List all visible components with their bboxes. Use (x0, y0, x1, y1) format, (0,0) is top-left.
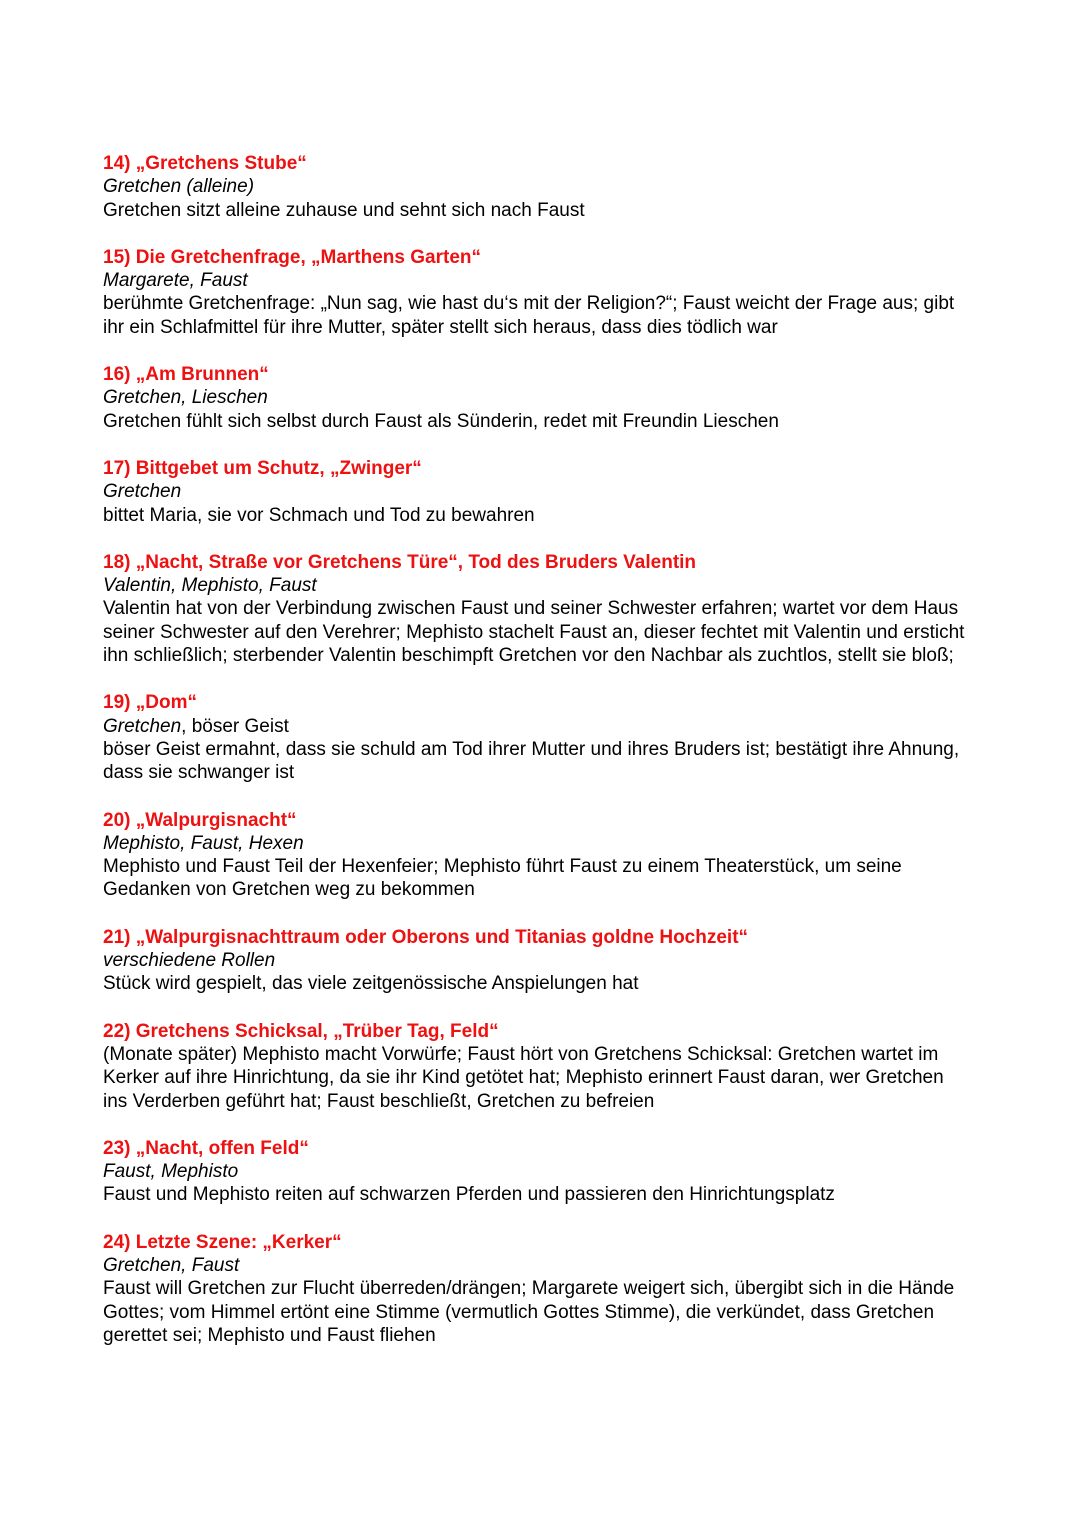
scene-description: (Monate später) Mephisto macht Vorwürfe; Faust hört von Gretchens Schicksal: Gretchen wartet im Kerker auf ihre Hinrichtung, da sie ihr Kind getötet hat; Mephisto erinnert Faust daran, wer Gretchen ins Verderben geführt hat; Faust beschließt, Gretchen zu befreien (103, 1043, 944, 1112)
roles-text: Gretchen (alleine) (103, 176, 255, 198)
scene-description: Mephisto und Faust Teil der Hexenfeier; Mephisto führt Faust zu einem Theaterstück, um seine Gedanken von Gretchen weg zu bekommen (103, 856, 902, 901)
scene-roles (103, 1160, 973, 1183)
scene-17 (103, 457, 973, 527)
scene-roles (103, 269, 973, 292)
roles-text: Margarete, Faust (103, 270, 248, 292)
scene-description: bittet Maria, sie vor Schmach und Tod zu bewahren (103, 504, 535, 526)
scene-roles (103, 386, 973, 409)
scene-description: Valentin hat von der Verbindung zwischen Faust und seiner Schwester erfahren; wartet vor dem Haus seiner Schwester auf den Verehrer; Mephisto stachelt Faust an, dieser fechtet mit Valentin und ersticht ihn schließlich; sterbender Valentin beschimpft Gretchen vor den Nachbar als zuchtlos, stellt sie bloß; (103, 598, 965, 667)
scene-title: 22) Gretchens Schicksal, „Trüber Tag, Feld“ (103, 1020, 499, 1042)
roles-text: Faust, Mephisto (103, 1161, 239, 1183)
scene-description: Faust will Gretchen zur Flucht überreden/drängen; Margarete weigert sich, übergibt sich in die Hände Gottes; vom Himmel ertönt eine Stimme (vermutlich Gottes Stimme), die verkündet, dass Gretchen gerettet sei; Mephisto und Faust fliehen (103, 1278, 955, 1346)
scene-description: Stück wird gespielt, das viele zeitgenössische Anspielungen hat (103, 973, 639, 995)
roles-text: Gretchen, Lieschen (103, 387, 268, 409)
scene-roles (103, 949, 973, 972)
roles-text: verschiedene Rollen (103, 950, 276, 972)
scene-description: Faust und Mephisto reiten auf schwarzen Pferden und passieren den Hinrichtungsplatz (103, 1184, 835, 1206)
scene-roles (103, 480, 973, 503)
scene-title: 23) „Nacht, offen Feld“ (103, 1137, 309, 1159)
scene-22 (103, 1020, 973, 1113)
scene-title: 20) „Walpurgisnacht“ (103, 809, 297, 831)
scene-23 (103, 1137, 973, 1207)
scene-title: 15) Die Gretchenfrage, „Marthens Garten“ (103, 246, 481, 268)
scene-title: 16) „Am Brunnen“ (103, 364, 269, 386)
scene-roles (103, 832, 973, 855)
document-page (103, 152, 973, 1371)
scene-description: Gretchen fühlt sich selbst durch Faust als Sünderin, redet mit Freundin Lieschen (103, 410, 779, 432)
scene-roles (103, 175, 973, 198)
scene-description: berühmte Gretchenfrage: „Nun sag, wie hast du‘s mit der Religion?“; Faust weicht der Frage aus; gibt ihr ein Schlafmittel für ihre Mutter, später stellt sich heraus, dass dies tödlich war (103, 293, 955, 338)
roles-text: Gretchen (103, 715, 182, 737)
scene-roles (103, 715, 973, 738)
scene-21 (103, 926, 973, 996)
scene-24 (103, 1231, 973, 1347)
roles-text: Gretchen (103, 481, 182, 503)
roles-text: Gretchen, Faust (103, 1254, 240, 1276)
scene-18 (103, 551, 973, 667)
scene-title: 21) „Walpurgisnachttraum oder Oberons und Titanias goldne Hochzeit“ (103, 926, 749, 948)
scene-20 (103, 809, 973, 902)
scene-16 (103, 363, 973, 433)
scene-title: 18) „Nacht, Straße vor Gretchens Türe“, Tod des Bruders Valentin (103, 551, 697, 573)
scene-title: 14) „Gretchens Stube“ (103, 153, 307, 174)
scene-title: 17) Bittgebet um Schutz, „Zwinger“ (103, 457, 422, 479)
scene-14 (103, 152, 973, 222)
scene-description: böser Geist ermahnt, dass sie schuld am Tod ihrer Mutter und ihres Bruders ist; bestätigt ihre Ahnung, dass sie schwanger ist (103, 738, 960, 784)
scene-title: 19) „Dom“ (103, 692, 197, 714)
roles-text: Valentin, Mephisto, Faust (103, 575, 317, 597)
scene-roles (103, 574, 973, 597)
scene-roles (103, 1254, 973, 1277)
scene-19 (103, 691, 973, 784)
scene-15 (103, 246, 973, 339)
roles-extra-text: , böser Geist (181, 715, 289, 737)
scene-description: Gretchen sitzt alleine zuhause und sehnt sich nach Faust (103, 199, 585, 221)
roles-text: Mephisto, Faust, Hexen (103, 832, 304, 854)
scene-title: 24) Letzte Szene: „Kerker“ (103, 1231, 342, 1253)
